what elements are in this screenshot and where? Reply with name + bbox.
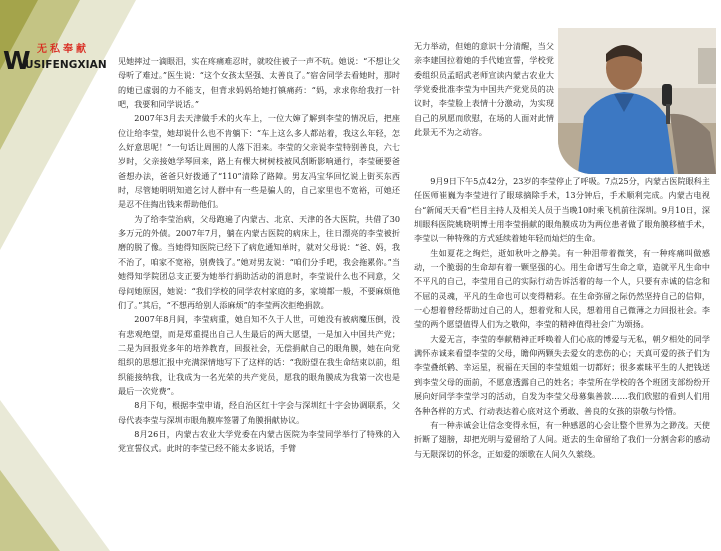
person-with-microphone-photo-icon xyxy=(558,28,716,174)
column-logo xyxy=(3,44,121,74)
paragraph: 见她摔过一滴眼泪，实在疼痛难忍时，就咬住被子一声不吭。她说：“不想让父母听了难过。”医生说：“这个女孩太坚强、太善良了。”宿舍同学去看她时，那时的她已虚弱的力不能支，但背求妈妈给她打镇痛药：“妈，求求你给我打一针吧，我要和同学说话。” xyxy=(118,56,400,110)
logo-initial-letter: W xyxy=(3,46,31,75)
paragraph: 8月26日，内蒙古农业大学党委在内蒙古医院为李莹同学举行了特殊的入党宣誓仪式。此时的李莹已经不能太多说话，手臂 xyxy=(118,428,400,454)
paragraph: 2007年3月去天津做手术的火车上，一位大婶了解到李莹的情况后，把座位让给李莹，她却说什么也不肯躺下：“车上这么多人都站着，我这么年轻，怎么好意思呢！”一句话让周围的人落下泪来。李莹的父亲说李莹特别善良，六七岁时，父亲接她学琴回来，路上有棵大树树枝被风刮断影响通行，李莹硬要爸爸想办法，爸爸只好拨通了“110”清除了路障。男友冯宝华回忆说上街买东西时，尽管她明明知道乞讨人群中有一些是骗人的，自己家里也不宽裕，可她还是忍不住掏出钱来帮助他们。 xyxy=(118,113,400,210)
paragraph: 9月9日下午5点42分，23岁的李莹停止了呼吸。7点25分，内蒙古医院眼科主任医师崔巍为李莹进行了眼球摘除手术，13分钟后，手术顺利完成。内蒙古电视台“新闻天天看”栏目主持人及相关人员于当晚10时乘飞机前往深圳。9月10日，深圳眼科医院姚晓明博士用李莹捐献的眼角膜成功为两位患者做了眼角膜移植手术，李莹以一种特殊的方式延续着她年轻而灿烂的生命。 xyxy=(414,176,710,244)
logo-pinyin-title: USIFENGXIAN xyxy=(25,59,107,71)
article-column-3 xyxy=(414,174,710,461)
news-photo xyxy=(558,28,716,174)
paragraph: 2007年8月间，李莹病重，她自知不久于人世，可她没有被病魔压倒，没有悲观绝望，而是郑重提出自己人生最后的两大愿望，一是加入中国共产党；二是为回报党多年的培养教育，回报社会，无偿捐献自己的眼角膜，她在向党组织的思想汇报中充满深情地写下了这样的话：“我盼望在我生命结束以前，组织能接纳我，让我成为一名光荣的共产党员，愿我的眼角膜成为我第一次也是最后一次党费”。 xyxy=(118,314,400,396)
paragraph: 有一种赤诚会让信念变得永恒，有一种感恩的心会让整个世界为之渺茂。天使折断了翅膀，却把光明与爱留给了人间。逝去的生命留给了我们一分割舍彩的感动与无限深切的怀念，正如爱的颂歌在人间久久萦绕。 xyxy=(414,419,710,459)
article-column-2 xyxy=(414,39,554,139)
paragraph: 无力举动，但她的意识十分清醒，当父亲李建国拉着她的手代她宣誓，学校党委组织员孟昭武老师宣读内蒙古农业大学党委批准李莹为中国共产党党员的决议时，李莹脸上表情十分激动，为实现自己的夙愿而欣慰，在场的人面对此情此景无不为之动容。 xyxy=(414,41,554,138)
logo-chinese-title: 无私奉献 xyxy=(37,44,89,55)
paragraph: 生如夏花之绚烂，逝如秋叶之静美。有一种泪带着微笑，有一种疼痛叫做感动，一个脆弱的生命却有着一颗坚强的心。用生命谱写生命之章，造就平凡生命中不平凡的自己，李莹用自己的实际行动告诉活着的每一个人，只要有赤诚的信念和不屈的灵魂，平凡的生命也可以变得精彩。在生命弥留之际仍然坚持自己的信仰，一心想着曾经帮助过自己的人，想着党和人民，想着用自己微薄之力回报社会。李莹的两个愿望值得人们为之敬仰，李莹的精神值得社会广为颂扬。 xyxy=(414,247,710,330)
article-column-1 xyxy=(118,54,400,456)
paragraph: 8月下旬，根据李莹申请，经自治区红十字会与深圳红十字会协调联系，父母代表李莹与深圳市眼角膜库签署了角膜捐献协议。 xyxy=(118,400,400,425)
paragraph: 大爱无言，李莹的奉献精神正呼唤着人们心底的博爱与无私，朝夕相处的同学满怀赤诚来看望李莹的父母，瞻仰两颗失去爱女的悲伤的心；天真可爱的孩子们为李莹叠纸鹤、幸运星，祝福在天国的李莹姐姐一切都好；很多素昧平生的人把钱送到李莹父母的面前，不愿意透露自己的姓名；李莹所在学校的各个班团支部纷纷开展向好同学李莹学习的活动，自发为李莹父母募集善款……我们欣慰的看到人们用各种各样的方式、行动表达着心底对这个勇敢、善良的女孩的崇敬与怜惜。 xyxy=(414,333,710,416)
paragraph: 为了给李莹治病，父母跑遍了内蒙古、北京、天津的各大医院，共借了30多万元的外债。2007年7月，躺在内蒙古医院的病床上，往日漂亮的李莹被折磨的脱了像。当她得知医院已经下了病危通知单时，就对父母说：“爸、妈，我不治了，咱家不宽裕，别费钱了。”她对男友说：“咱们分手吧，我会拖累你。”当她得知学院团总支正要为她举行捐助活动的消息时，李莹说什么也不同意，父母问她原因，她说：“我们学校的同学农村家庭的多，家境都一般，不要麻烦他们了。”其后，“不想再给别人添麻烦”的李莹两次拒绝捐款。 xyxy=(118,213,400,310)
